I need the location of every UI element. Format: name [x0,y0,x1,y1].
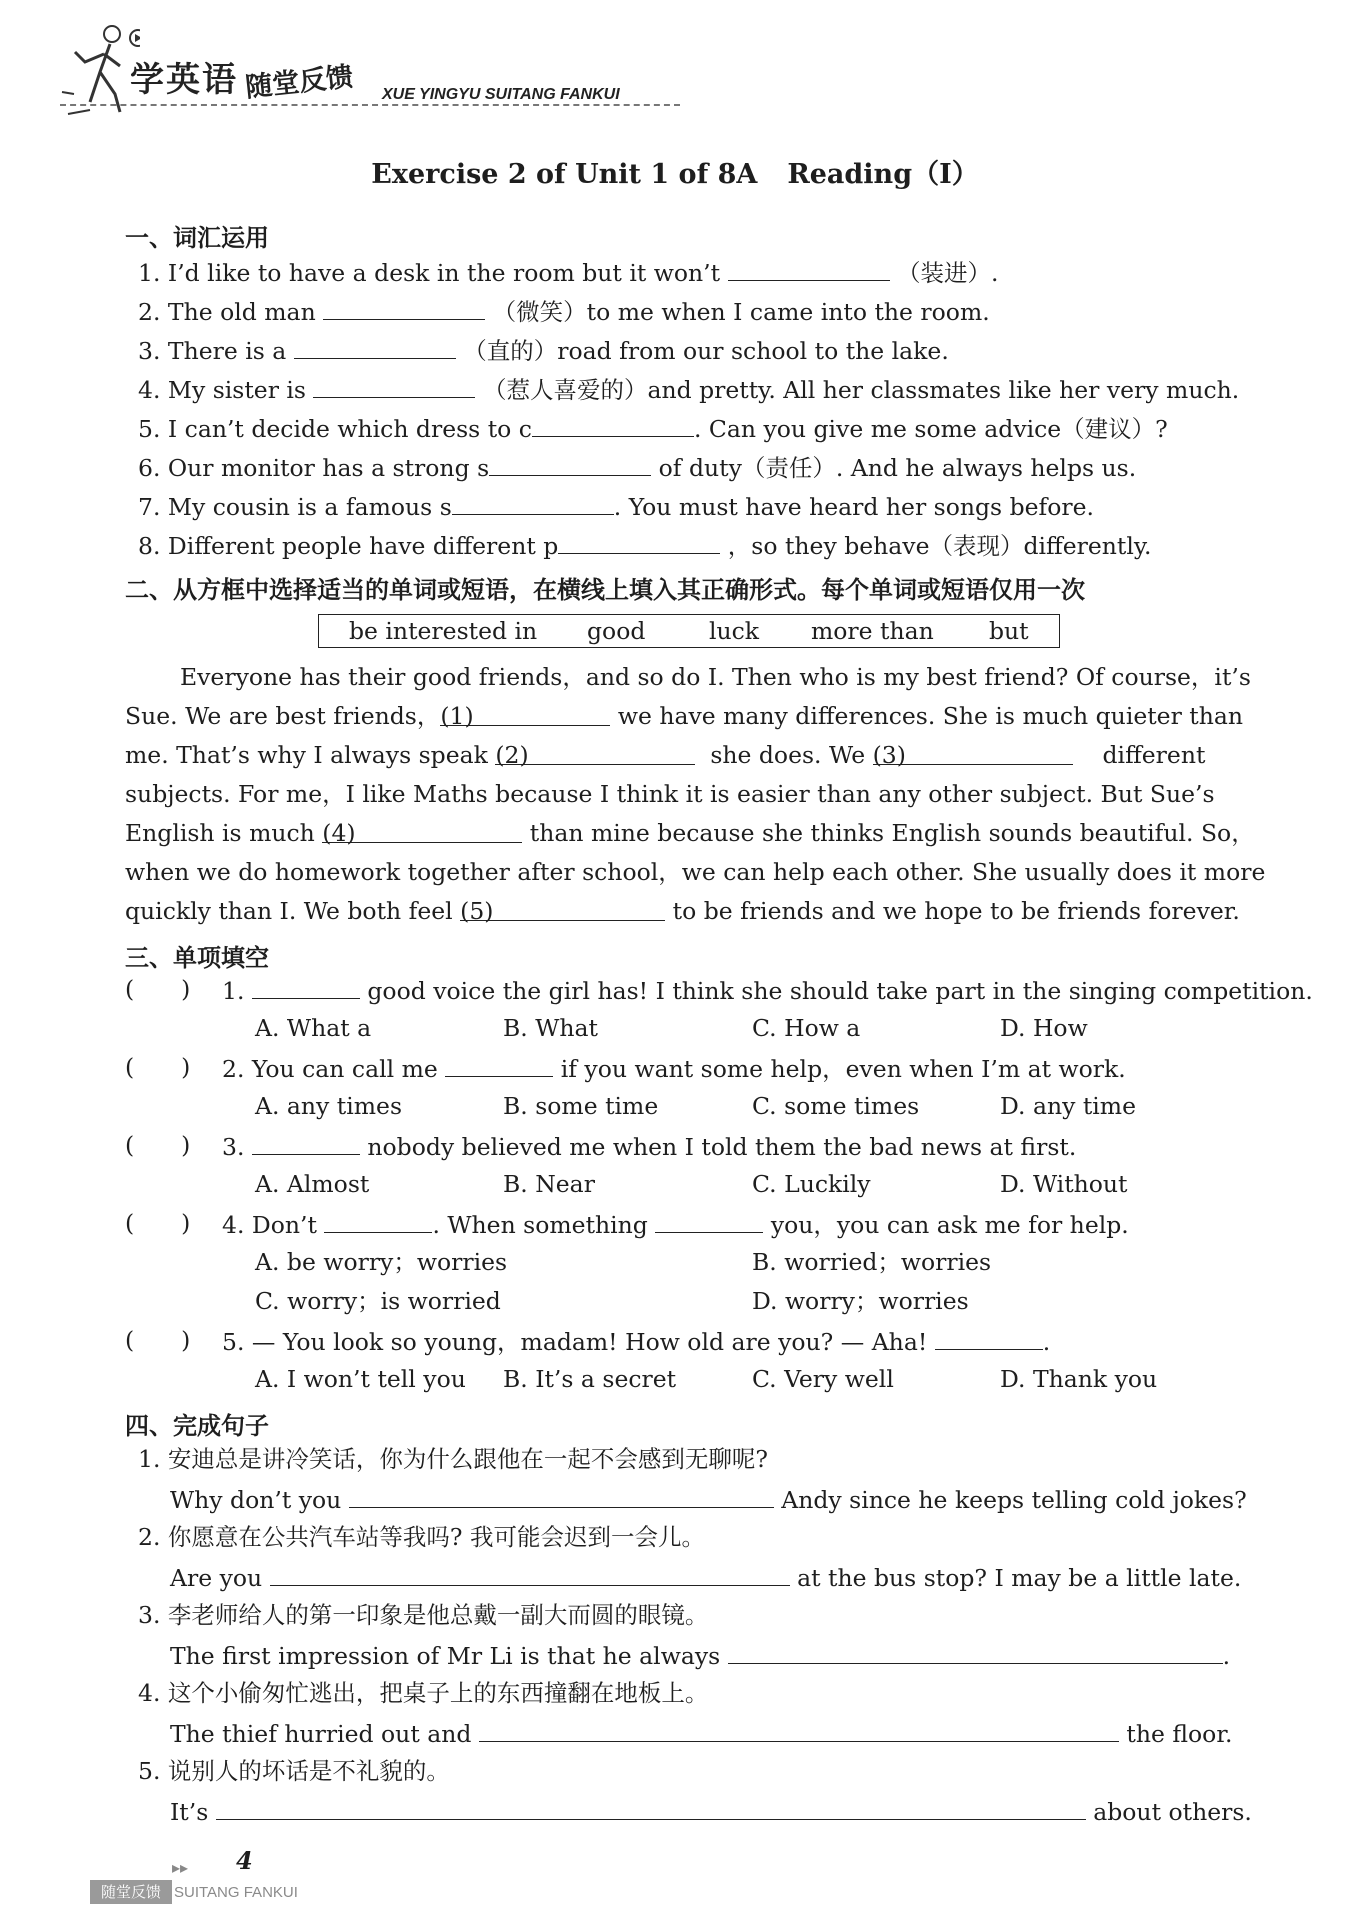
answer-blank[interactable] [252,1130,360,1155]
passage-blank-4[interactable]: (4) [322,818,522,843]
brand-english: XUE YINGYU SUITANG FANKUI [382,86,620,103]
mc-question-1: 1. good voice the girl has! I think she should take part in the singing competition. [222,974,1313,1006]
option[interactable]: A. any times [255,1092,403,1120]
passage-line-6: when we do homework together after school，we can help each other. She usually does it more [125,858,1266,886]
option[interactable]: B. It’s a secret [503,1365,677,1393]
word-box [318,614,1060,648]
option[interactable]: C. worry；is worried [255,1287,501,1315]
mc-question-5: 5. — You look so young，madam! How old are you? — Aha! . [222,1325,1050,1357]
answer-blank[interactable] [489,451,651,476]
answer-blank[interactable] [349,1483,774,1508]
option[interactable]: A. be worry；worries [255,1248,508,1276]
mc-question-3: 3. nobody believed me when I told them the bad news at first. [222,1130,1076,1162]
answer-blank[interactable] [323,295,485,320]
option[interactable]: A. I won’t tell you [255,1365,466,1393]
answer-blank[interactable] [252,974,360,999]
answer-paren[interactable]: ( ) [125,975,191,1003]
passage-line-1: Everyone has their good friends，and so do I. Then who is my best friend? Of course，it’s [180,663,1251,691]
answer-blank[interactable] [728,256,890,281]
passage-blank-5[interactable]: (5) [460,896,665,921]
answer-blank[interactable] [216,1795,1086,1820]
word-option: but [989,617,1029,645]
header-logo [60,14,680,124]
answer-blank[interactable] [655,1208,763,1233]
word-option: be interested in [349,617,538,645]
option[interactable]: C. How a [752,1014,861,1042]
footer-brand-badge: 随堂反馈 [90,1880,172,1904]
option[interactable]: C. Very well [752,1365,894,1393]
s4-item-1-cn: 1. 安迪总是讲冷笑话，你为什么跟他在一起不会感到无聊呢? [138,1445,769,1473]
s1-item-5: 5. I can’t decide which dress to c . Can you give me some advice（建议）? [138,412,1168,444]
answer-blank[interactable] [935,1325,1043,1350]
footer-arrow-icon: ▸▸ [172,1858,189,1877]
s4-item-4-en: The thief hurried out and the floor. [170,1717,1232,1749]
option[interactable]: C. Luckily [752,1170,871,1198]
section2-heading: 二、从方框中选择适当的单词或短语，在横线上填入其正确形式。每个单词或短语仅用一次 [125,576,1085,604]
s1-item-2: 2. The old man （微笑）to me when I came into the room. [138,295,990,327]
brand-script: 随堂反馈 [243,61,355,104]
answer-blank[interactable] [558,529,720,554]
footer-brand-english: SUITANG FANKUI [174,1884,298,1901]
passage-blank-3[interactable]: (3) [873,740,1073,765]
brand-chinese: 学英语 [130,60,238,100]
answer-paren[interactable]: ( ) [125,1053,191,1081]
page-number: 4 [236,1846,253,1875]
s4-item-1-en: Why don’t you Andy since he keeps telling cold jokes? [170,1483,1247,1515]
s1-item-3: 3. There is a （直的）road from our school to the lake. [138,334,949,366]
answer-blank[interactable] [479,1717,1119,1742]
answer-paren[interactable]: ( ) [125,1131,191,1159]
s1-item-6: 6. Our monitor has a strong s of duty（责任）. And he always helps us. [138,451,1136,483]
answer-blank[interactable] [445,1052,553,1077]
answer-paren[interactable]: ( ) [125,1209,191,1237]
answer-blank[interactable] [532,412,694,437]
answer-blank[interactable] [313,373,475,398]
passage-line-5: English is much (4) than mine because she thinks English sounds beautiful. So， [125,819,1255,847]
s4-item-2-en: Are you at the bus stop? I may be a little late. [170,1561,1241,1593]
s4-item-3-en: The first impression of Mr Li is that he always . [170,1639,1230,1671]
passage-line-3: me. That’s why I always speak (2) she does. We (3) different [125,741,1206,769]
mc-question-4: 4. Don’t . When something you，you can ask me for help. [222,1208,1129,1240]
word-option: more than [811,617,934,645]
answer-blank[interactable] [270,1561,790,1586]
header-divider [60,104,680,106]
option[interactable]: B. some time [503,1092,659,1120]
section1-heading: 一、词汇运用 [125,224,269,252]
word-option: luck [709,617,760,645]
s1-item-7: 7. My cousin is a famous s . You must have heard her songs before. [138,490,1094,522]
title-reading: Reading（Ⅰ） [787,159,979,190]
section4-heading: 四、完成句子 [125,1412,269,1440]
option[interactable]: D. Thank you [1000,1365,1158,1393]
option[interactable]: A. What a [255,1014,372,1042]
passage-blank-2[interactable]: (2) [495,740,695,765]
passage-line-2: Sue. We are best friends，(1) we have many differences. She is much quieter than [125,702,1244,730]
mc-question-2: 2. You can call me if you want some help，even when I’m at work. [222,1052,1126,1084]
s1-item-8: 8. Different people have different p ，so they behave（表现）differently. [138,529,1152,561]
s1-item-1: 1. I’d like to have a desk in the room but it won’t （装进）. [138,256,999,288]
answer-blank[interactable] [728,1639,1223,1664]
s4-item-5-cn: 5. 说别人的坏话是不礼貌的。 [138,1757,450,1785]
passage-line-7: quickly than I. We both feel (5) to be friends and we hope to be friends forever. [125,897,1240,925]
title-exercise: Exercise 2 of Unit 1 of 8A [371,159,758,190]
page-title [0,152,1350,191]
option[interactable]: C. some times [752,1092,920,1120]
option[interactable]: B. worried；worries [752,1248,992,1276]
word-option: good [587,617,646,645]
answer-paren[interactable]: ( ) [125,1326,191,1354]
passage-blank-1[interactable]: (1) [440,701,610,726]
s4-item-4-cn: 4. 这个小偷匆忙逃出，把桌子上的东西撞翻在地板上。 [138,1679,709,1707]
option[interactable]: D. How [1000,1014,1088,1042]
answer-blank[interactable] [324,1208,432,1233]
option[interactable]: A. Almost [255,1170,370,1198]
option[interactable]: B. Near [503,1170,595,1198]
runner-logo-icon [60,22,140,122]
section3-heading: 三、单项填空 [125,944,269,972]
answer-blank[interactable] [294,334,456,359]
s4-item-2-cn: 2. 你愿意在公共汽车站等我吗? 我可能会迟到一会儿。 [138,1523,705,1551]
option[interactable]: B. What [503,1014,598,1042]
passage-line-4: subjects. For me，I like Maths because I think it is easier than any other subject. But Sue’s [125,780,1215,808]
answer-blank[interactable] [452,490,614,515]
s4-item-3-cn: 3. 李老师给人的第一印象是他总戴一副大而圆的眼镜。 [138,1601,709,1629]
option[interactable]: D. worry；worries [752,1287,969,1315]
s4-item-5-en: It’s about others. [170,1795,1252,1827]
option[interactable]: D. Without [1000,1170,1128,1198]
option[interactable]: D. any time [1000,1092,1136,1120]
s1-item-4: 4. My sister is （惹人喜爱的）and pretty. All her classmates like her very much. [138,373,1239,405]
